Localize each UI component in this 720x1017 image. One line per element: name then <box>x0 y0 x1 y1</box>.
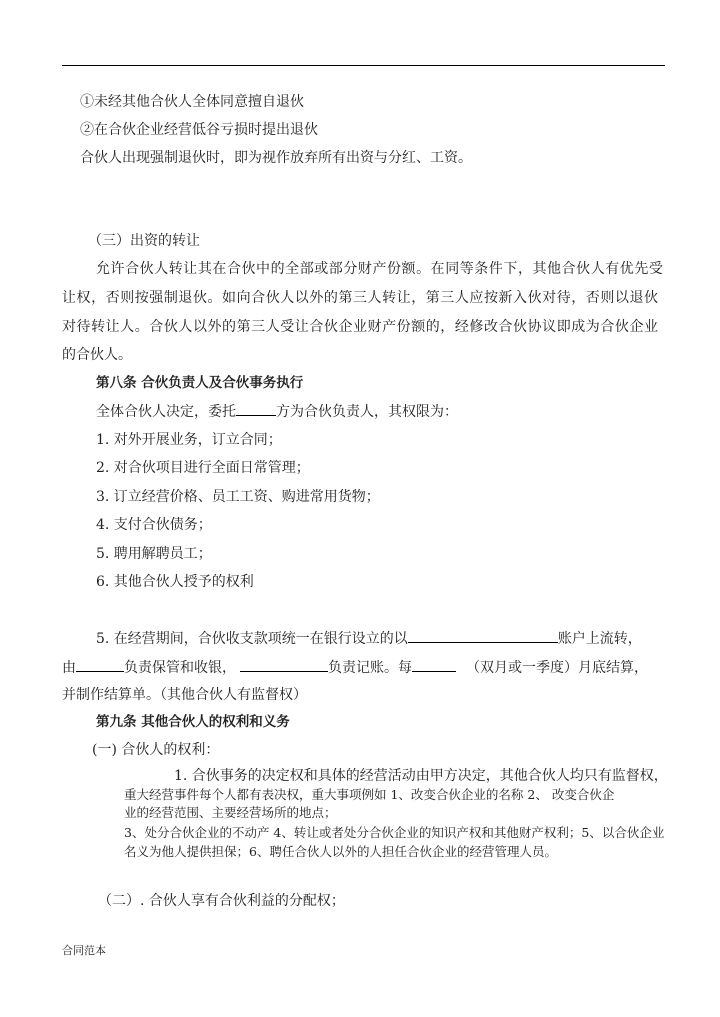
text-line: 并制作结算单。（其他合伙人有监督权） <box>62 687 307 703</box>
text: 5. 在经营期间，合伙收支款项统一在银行设立的以 <box>96 631 408 647</box>
blank-field <box>408 628 558 643</box>
list-item: 4. 支付合伙债务； <box>96 517 212 533</box>
text: 负责记账。每 <box>328 660 412 676</box>
text: 负责保管和收银， <box>124 660 236 676</box>
text-line <box>96 628 642 649</box>
article-heading: 第九条 其他合伙人的权利和义务 <box>96 714 290 730</box>
text-line: （二）. 合伙人享有合伙利益的分配权； <box>98 893 345 909</box>
text: （双月或一季度）月底结算， <box>466 660 648 676</box>
text-line: 重大经营事件每个人都有表决权，重大事项例如 1、改变合伙企业的名称 2、 改变合伙企 <box>124 787 615 802</box>
text-line: 合伙人出现强制退伙时，即为视作放弃所有出资与分红、工资。 <box>80 150 472 166</box>
section-heading: （三）出资的转让 <box>88 233 200 249</box>
header-rule <box>62 65 665 66</box>
list-item: 1. 对外开展业务，订立合同； <box>96 432 282 448</box>
text: 账户上流转， <box>557 631 642 647</box>
list-item: 5. 聘用解聘员工； <box>96 546 212 562</box>
text-line: ①未经其他合伙人全体同意擅自退伙 <box>80 94 304 110</box>
text-line: 业的经营范围、主要经营场所的地点； <box>124 805 337 820</box>
blank-field <box>412 657 456 672</box>
text: 方为合伙负责人，其权限为： <box>276 404 458 420</box>
page-footer: 合同范本 <box>62 944 106 957</box>
list-item: 2. 对合伙项目进行全面日常管理； <box>96 460 310 476</box>
text-line: 1. 合伙事务的决定权和具体的经营活动由甲方决定，其他合伙人均只有监督权， <box>174 768 668 784</box>
blank-field <box>240 657 328 672</box>
text: 全体合伙人决定，委托 <box>96 404 236 420</box>
list-item: 6. 其他合伙人授予的权利 <box>96 574 254 590</box>
blank-field <box>76 657 124 672</box>
text-line <box>96 401 458 422</box>
text-line: 3、处分合伙企业的不动产 4、转让或者处分合伙企业的知识产权和其他财产权利；5、以合伙企业 <box>124 825 665 840</box>
article-heading: 第八条 合伙负责人及合伙事务执行 <box>96 375 304 391</box>
text-line: (一) 合伙人的权利： <box>92 742 220 758</box>
text-line: 允许合伙人转让其在合伙中的全部或部分财产份额。在同等条件下，其他合伙人有优先受 <box>96 261 664 277</box>
text: 由 <box>62 660 76 676</box>
text-line: 名义为他人提供担保；6、聘任合伙人以外的人担任合伙企业的经营管理人员。 <box>124 844 557 859</box>
text-line: ②在合伙企业经营低谷亏损时提出退伙 <box>80 122 318 138</box>
blank-field <box>236 401 276 416</box>
text-line: 让权，否则按强制退伙。如向合伙人以外的第三人转让，第三人应按新入伙对待，否则以退伙 <box>62 290 659 306</box>
text-line: 对待转让人。合伙人以外的第三人受让合伙企业财产份额的，经修改合伙协议即成为合伙企业 <box>62 319 659 335</box>
text-line: 的合伙人。 <box>62 347 132 363</box>
text-line <box>62 657 648 678</box>
list-item: 3. 订立经营价格、员工工资、购进常用货物； <box>96 489 380 505</box>
